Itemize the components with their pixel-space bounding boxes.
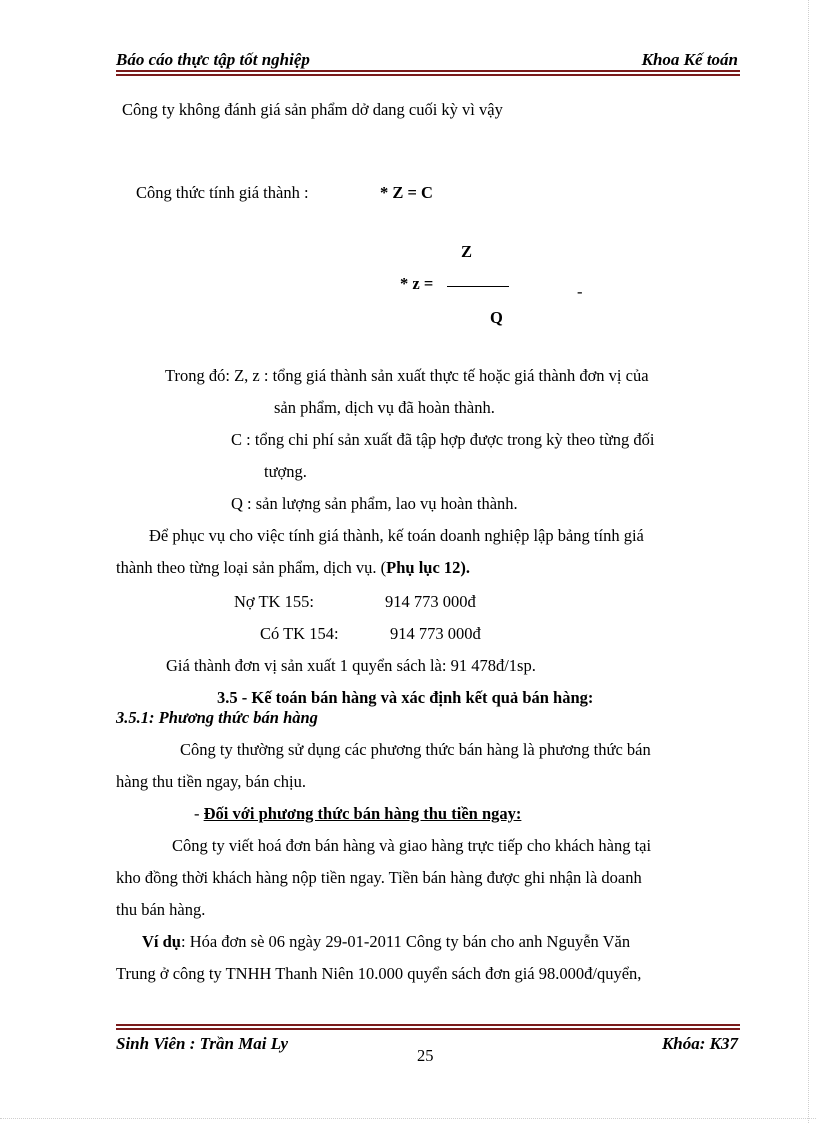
stray-mark: - xyxy=(577,282,583,301)
footer-rule xyxy=(116,1024,740,1030)
page-number: 25 xyxy=(417,1046,434,1065)
unit-cost: Giá thành đơn vị sản xuất 1 quyển sách là: 91 478đ/1sp. xyxy=(166,656,536,675)
example-line-1: Ví dụ: Hóa đơn sè 06 ngày 29-01-2011 Công ty bán cho anh Nguyễn Văn xyxy=(142,932,631,951)
paragraph-2-line-2: hàng thu tiền ngay, bán chịu. xyxy=(116,772,307,791)
fraction-numerator: Z xyxy=(461,242,473,261)
section-heading: 3.5 - Kế toán bán hàng và xác định kết quả bán hàng: xyxy=(217,688,594,707)
paragraph-2-line-1: Công ty thường sử dụng các phương thức bán hàng là phương thức bán xyxy=(180,740,651,759)
subsection-heading: 3.5.1: Phương thức bán hàng xyxy=(116,708,318,727)
paragraph-1-line-2: thành theo từng loại sản phẩm, dịch vụ. (Phụ lục 12). xyxy=(116,558,471,577)
where-z-cont: sản phẩm, dịch vụ đã hoàn thành. xyxy=(274,398,495,417)
paragraph-3-line-2: kho đồng thời khách hàng nộp tiền ngay. Tiền bán hàng được ghi nhận là doanh xyxy=(116,868,642,887)
debit-label: Nợ TK 155: xyxy=(234,592,314,611)
paragraph-3-line-3: thu bán hàng. xyxy=(116,900,206,919)
page-edge-right xyxy=(808,0,809,1123)
fraction-lhs: * z = xyxy=(400,274,434,293)
footer-course: Khóa: K37 xyxy=(661,1034,738,1053)
appendix-ref: Phụ lục 12 xyxy=(386,558,461,577)
where-c: C : tổng chi phí sản xuất đã tập hợp được trong kỳ theo từng đối xyxy=(231,430,655,449)
header-department: Khoa Kế toán xyxy=(641,50,738,69)
paragraph-1-line-1: Để phục vụ cho việc tính giá thành, kế toán doanh nghiệp lập bảng tính giá xyxy=(149,526,644,545)
example-line-2: Trung ở công ty TNHH Thanh Niên 10.000 quyển sách đơn giá 98.000đ/quyển, xyxy=(116,964,642,983)
where-c-cont: tượng. xyxy=(264,462,307,481)
bullet-heading: - Đối với phương thức bán hàng thu tiền ngay: xyxy=(194,804,522,823)
credit-value: 914 773 000đ xyxy=(390,624,481,643)
page-edge-bottom xyxy=(0,1118,816,1119)
example-label: Ví dụ xyxy=(142,932,181,951)
debit-value: 914 773 000đ xyxy=(385,592,476,611)
where-z: Trong đó: Z, z : tổng giá thành sản xuất thực tế hoặc giá thành đơn vị của xyxy=(165,366,649,385)
header-title: Báo cáo thực tập tốt nghiệp xyxy=(116,50,310,69)
formula-label: Công thức tính giá thành : xyxy=(136,183,309,202)
where-q: Q : sản lượng sản phẩm, lao vụ hoàn thành. xyxy=(231,494,518,513)
formula-total: * Z = C xyxy=(380,183,433,202)
paragraph-3-line-1: Công ty viết hoá đơn bán hàng và giao hàng trực tiếp cho khách hàng tại xyxy=(172,836,652,855)
fraction-bar xyxy=(447,286,509,287)
footer-student: Sinh Viên : Trần Mai Ly xyxy=(116,1034,289,1053)
intro-line: Công ty không đánh giá sản phẩm dở dang cuối kỳ vì vậy xyxy=(122,100,503,119)
fraction-denominator: Q xyxy=(490,308,503,327)
credit-label: Có TK 154: xyxy=(260,624,339,643)
header-rule xyxy=(116,70,740,76)
